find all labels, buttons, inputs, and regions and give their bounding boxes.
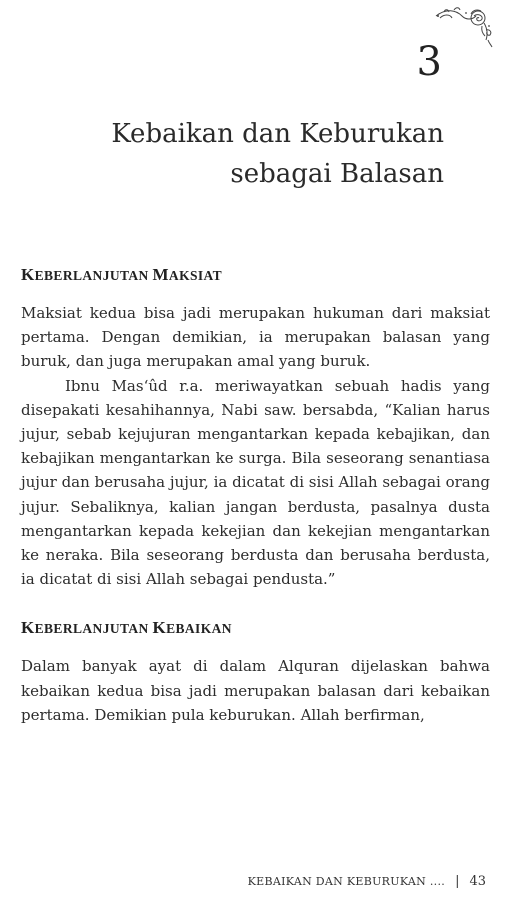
page-body: [21, 264, 490, 727]
paragraph: Dalam banyak ayat di dalam Alquran dijelaskan bahwa kebaikan kedua bisa jadi merupakan balasan dari kebaikan pertama. Demikian pula keburukan. Allah berfirman,: [21, 657, 490, 724]
section-heading-keberlanjutan-kebaikan: KEBERLANJUTAN KEBAIKAN: [21, 618, 232, 638]
section-heading-keberlanjutan-maksiat: KEBERLANJUTAN MAKSIAT: [21, 265, 223, 284]
page-number: 43: [469, 874, 486, 889]
paragraph: Ibnu Mas‘ûd r.a. meriwayatkan sebuah hadis yang disepakati kesahihannya, Nabi saw. bersabda, “Kalian harus jujur, sebab kejujuran mengantarkan kepada kebajikan, dan kebajikan mengantarkan ke surga. Bila seseorang senantiasa jujur dan berusaha jujur, ia dicatat di sisi Allah sebagai orang jujur. Sebaliknya, kalian jangan berdusta, pasalnya dusta mengantarkan kepada kekejian dan kekejian mengantarkan ke neraka. Bila seseorang berdusta dan berusaha berdusta, ia dicatat di sisi Allah sebagai pendusta.”: [21, 376, 490, 589]
running-head: KEBAIKAN DAN KEBURUKAN ....: [247, 875, 446, 888]
page-footer: [248, 873, 486, 891]
chapter-title: [64, 114, 444, 194]
chapter-title-line-2: sebagai Balasan: [230, 159, 444, 189]
paragraph: Maksiat kedua bisa jadi merupakan hukuman dari maksiat pertama. Dengan demikian, ia merupakan balasan yang buruk, dan juga merupakan amal yang buruk.: [21, 304, 490, 371]
footer-separator: |: [455, 874, 460, 889]
chapter-title-line-1: Kebaikan dan Keburukan: [111, 119, 444, 149]
chapter-number: 3: [416, 39, 442, 85]
